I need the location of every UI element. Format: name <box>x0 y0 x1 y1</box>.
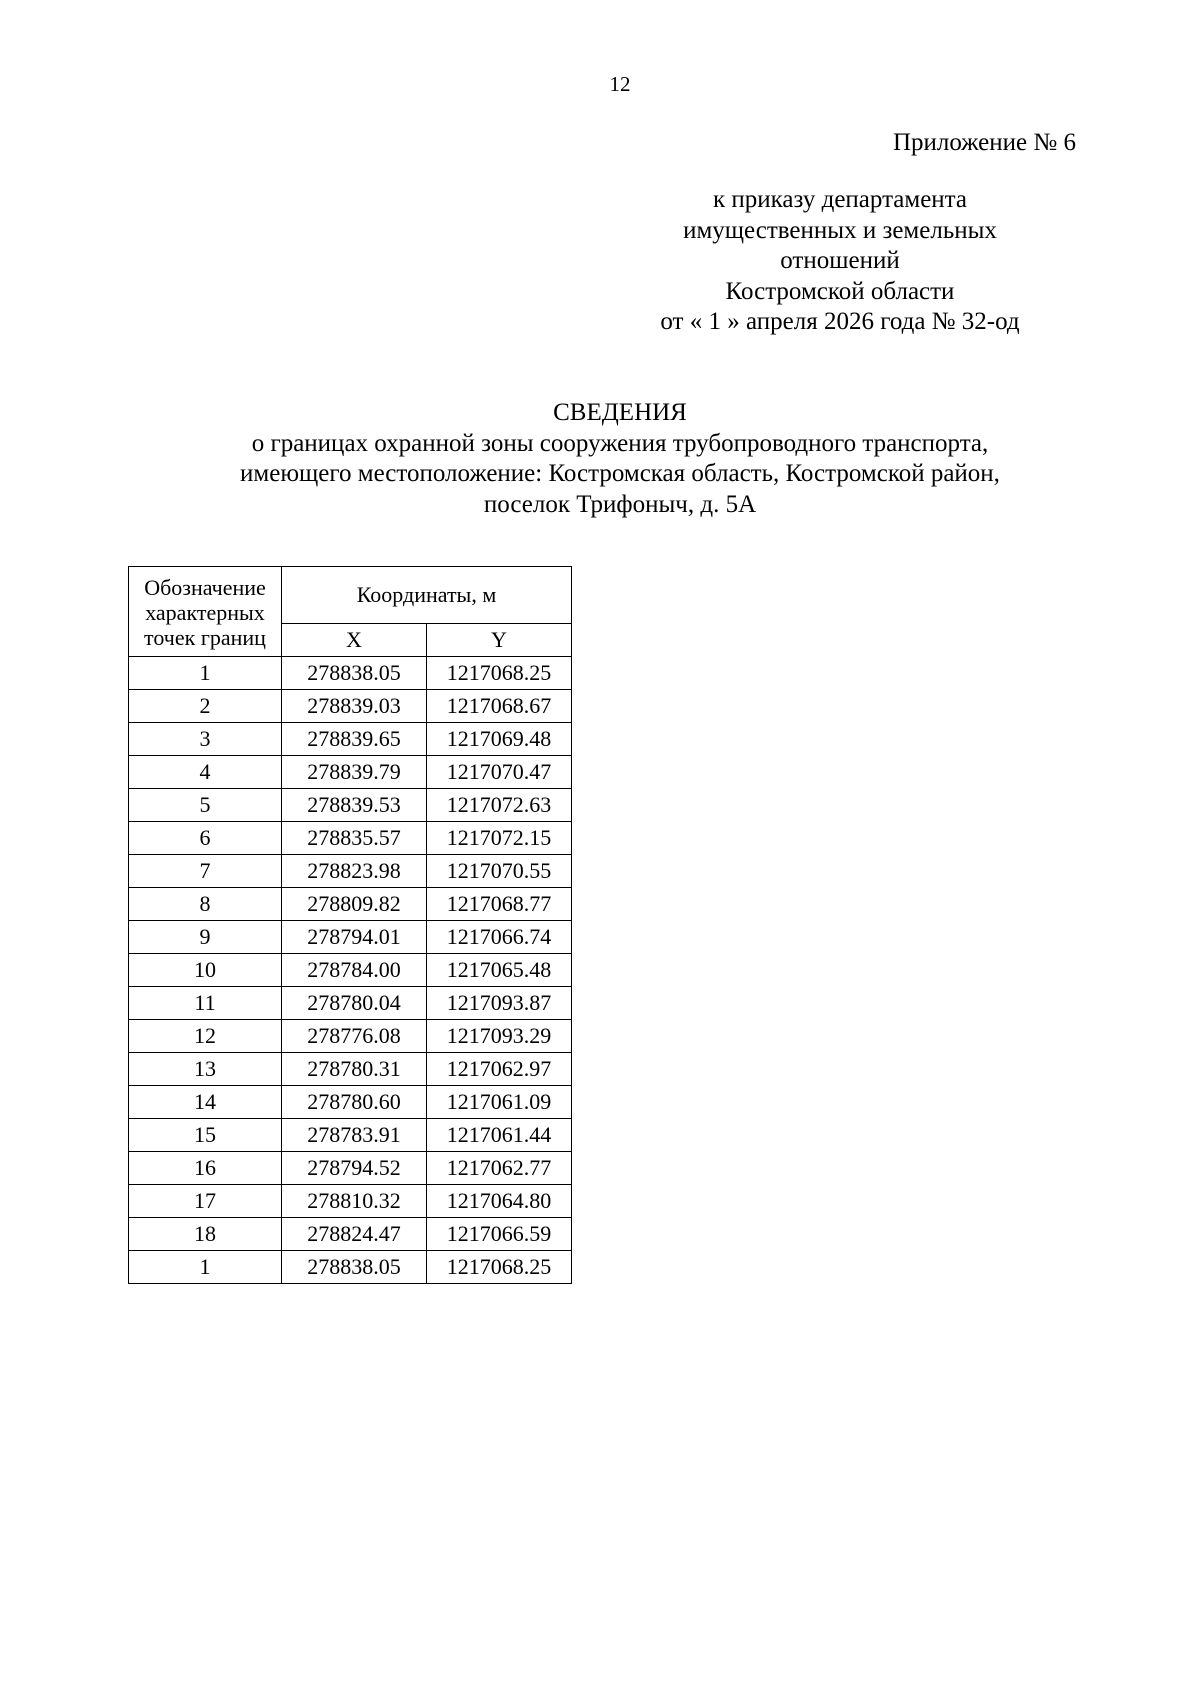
x-cell: 278838.05 <box>282 1251 427 1284</box>
point-cell: 16 <box>129 1152 282 1185</box>
table-row <box>129 1251 572 1284</box>
y-cell: 1217065.48 <box>427 954 572 987</box>
y-cell: 1217068.25 <box>427 657 572 690</box>
table-row <box>129 756 572 789</box>
y-cell: 1217061.44 <box>427 1119 572 1152</box>
y-cell: 1217070.47 <box>427 756 572 789</box>
order-ref-line: отношений <box>780 247 900 274</box>
y-cell: 1217062.97 <box>427 1053 572 1086</box>
table-row <box>129 1086 572 1119</box>
document-title: СВЕДЕНИЯ <box>553 399 687 426</box>
point-cell: 17 <box>129 1185 282 1218</box>
x-cell: 278839.53 <box>282 789 427 822</box>
point-cell: 3 <box>129 723 282 756</box>
y-cell: 1217093.29 <box>427 1020 572 1053</box>
table-row <box>129 789 572 822</box>
table-row <box>129 822 572 855</box>
table-row <box>129 1152 572 1185</box>
table-row <box>129 987 572 1020</box>
y-cell: 1217069.48 <box>427 723 572 756</box>
table-row <box>129 1218 572 1251</box>
y-cell: 1217093.87 <box>427 987 572 1020</box>
order-ref-line: к приказу департамента <box>712 186 968 213</box>
point-cell: 5 <box>129 789 282 822</box>
header-point-designation <box>129 567 282 657</box>
table-row <box>129 1119 572 1152</box>
point-cell: 18 <box>129 1218 282 1251</box>
table-row <box>129 1053 572 1086</box>
y-cell: 1217066.74 <box>427 921 572 954</box>
x-cell: 278839.65 <box>282 723 427 756</box>
y-cell: 1217061.09 <box>427 1086 572 1119</box>
document-subtitle-line: поселок Трифоныч, д. 5А <box>483 490 757 518</box>
document-heading <box>0 398 1200 520</box>
point-cell: 6 <box>129 822 282 855</box>
order-reference <box>540 185 1140 338</box>
order-ref-line: имущественных и земельных <box>683 216 997 244</box>
header-y: Y <box>427 624 572 657</box>
point-cell: 13 <box>129 1053 282 1086</box>
y-cell: 1217066.59 <box>427 1218 572 1251</box>
x-cell: 278776.08 <box>282 1020 427 1053</box>
order-ref-line: от « 1 » апреля 2026 года № 32-од <box>660 308 1020 335</box>
x-cell: 278780.31 <box>282 1053 427 1086</box>
x-cell: 278809.82 <box>282 888 427 921</box>
y-cell: 1217068.67 <box>427 690 572 723</box>
point-cell: 9 <box>129 921 282 954</box>
point-cell: 1 <box>129 1251 282 1284</box>
table-row <box>129 690 572 723</box>
point-cell: 2 <box>129 690 282 723</box>
point-cell: 11 <box>129 987 282 1020</box>
table-row <box>129 723 572 756</box>
x-cell: 278823.98 <box>282 855 427 888</box>
point-cell: 14 <box>129 1086 282 1119</box>
x-cell: 278824.47 <box>282 1218 427 1251</box>
y-cell: 1217064.80 <box>427 1185 572 1218</box>
y-cell: 1217072.63 <box>427 789 572 822</box>
order-ref-line: Костромской области <box>725 277 955 305</box>
header-point-line: Обозначение <box>144 575 266 600</box>
y-cell: 1217070.55 <box>427 855 572 888</box>
point-cell: 4 <box>129 756 282 789</box>
point-cell: 15 <box>129 1119 282 1152</box>
y-cell: 1217068.77 <box>427 888 572 921</box>
point-cell: 8 <box>129 888 282 921</box>
table-row <box>129 954 572 987</box>
table-row <box>129 657 572 690</box>
x-cell: 278783.91 <box>282 1119 427 1152</box>
y-cell: 1217068.25 <box>427 1251 572 1284</box>
header-point-line: характерных <box>145 600 265 625</box>
table-row <box>129 921 572 954</box>
x-cell: 278838.05 <box>282 657 427 690</box>
page-number: 12 <box>609 72 631 96</box>
x-cell: 278794.52 <box>282 1152 427 1185</box>
coordinates-table-body <box>129 657 572 1284</box>
header-point-line: точек границ <box>144 625 266 650</box>
x-cell: 278835.57 <box>282 822 427 855</box>
point-cell: 10 <box>129 954 282 987</box>
document-subtitle-line: имеющего местоположение: Костромская область, Костромской район, <box>240 460 1000 487</box>
x-cell: 278794.01 <box>282 921 427 954</box>
table-row <box>129 1185 572 1218</box>
y-cell: 1217062.77 <box>427 1152 572 1185</box>
document-subtitle-line: о границах охранной зоны сооружения трубопроводного транспорта, <box>251 429 989 457</box>
point-cell: 12 <box>129 1020 282 1053</box>
x-cell: 278780.04 <box>282 987 427 1020</box>
x-cell: 278810.32 <box>282 1185 427 1218</box>
x-cell: 278784.00 <box>282 954 427 987</box>
coordinates-table <box>128 566 572 1284</box>
appendix-title: Приложение № 6 <box>892 129 1076 156</box>
table-row <box>129 1020 572 1053</box>
x-cell: 278839.79 <box>282 756 427 789</box>
x-cell: 278839.03 <box>282 690 427 723</box>
y-cell: 1217072.15 <box>427 822 572 855</box>
table-row <box>129 855 572 888</box>
point-cell: 7 <box>129 855 282 888</box>
header-x: X <box>282 624 427 657</box>
x-cell: 278780.60 <box>282 1086 427 1119</box>
header-coordinates: Координаты, м <box>282 567 572 624</box>
table-row <box>129 888 572 921</box>
point-cell: 1 <box>129 657 282 690</box>
